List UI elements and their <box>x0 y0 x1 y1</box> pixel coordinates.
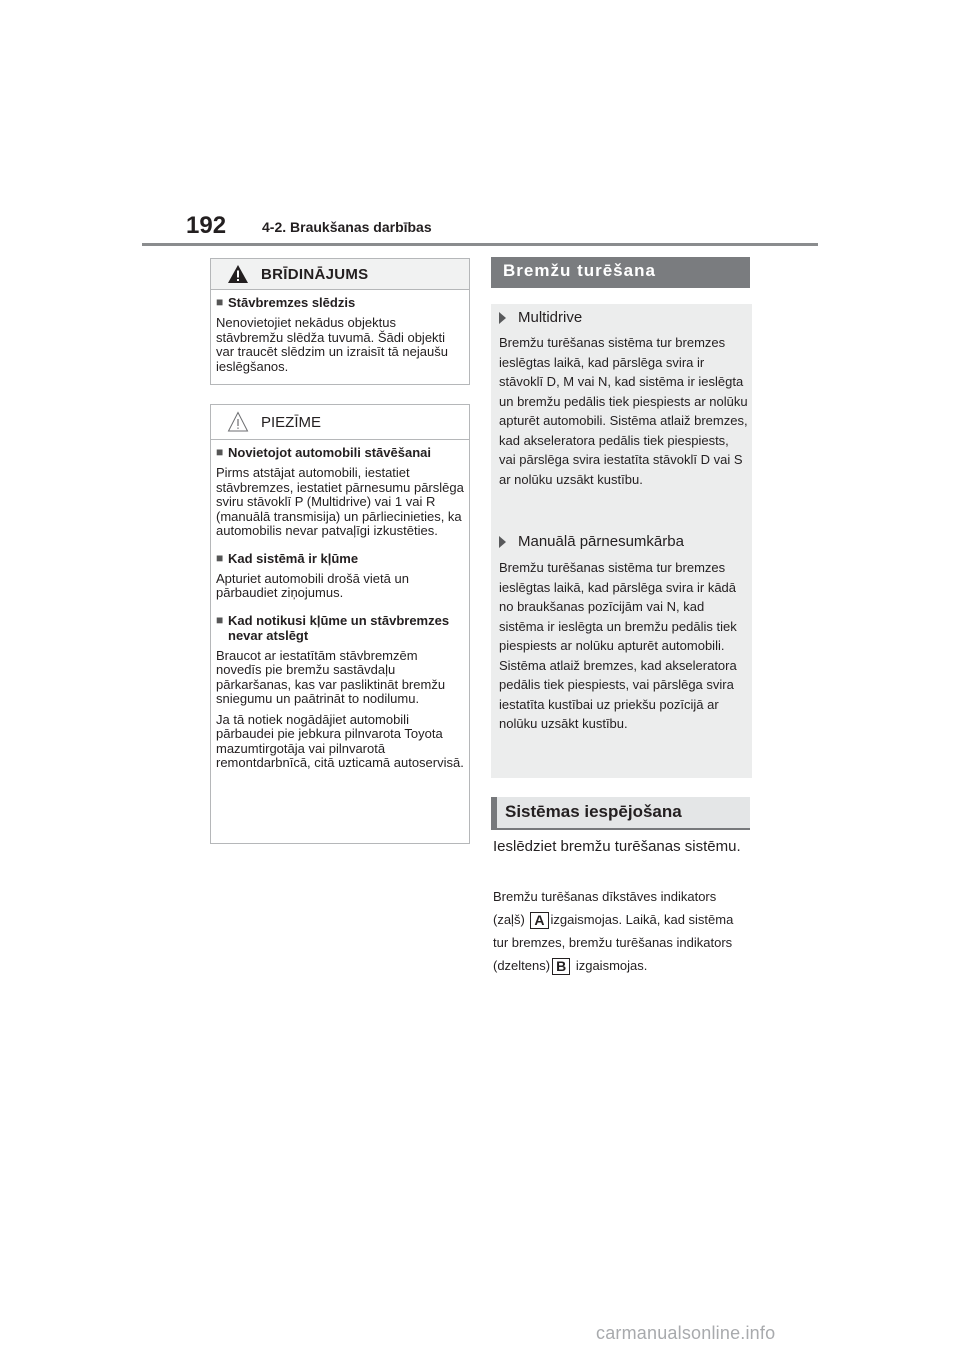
square-bullet-icon: ■ <box>216 612 224 627</box>
multidrive-heading-text: Multidrive <box>518 309 583 326</box>
system-enable-title: Sistēmas iespējošana <box>505 802 682 821</box>
warning-item-heading <box>216 295 464 310</box>
indicator-label-b: B <box>552 958 570 975</box>
indicator-label-a: A <box>530 912 548 929</box>
system-enable-text-2: izgaismojas. Laikā, kad sistēma tur bremzes, bremžu turēšanas indikators (dzeltens) <box>493 912 734 973</box>
square-bullet-icon: ■ <box>216 295 224 309</box>
system-enable-text-3: izgaismojas. <box>575 958 648 973</box>
notice-item-heading-text: Novietojot automobili stāvēšanai <box>228 445 431 460</box>
system-enable-text-1: Bremžu turēšanas dīkstāves indikators (zaļš) <box>493 889 717 927</box>
multidrive-text: Bremžu turēšanas sistēma tur bremzes ieslēgtas laikā, kad pārslēga svira ir stāvoklī D, M vai N, kad sistēma ir ieslēgta un bremžu pedālis tiek piespiests ar nolūku apturēt automobili. Sistēma atlaiž bremzes, kad akseleratora pedālis tiek piespiests, vai pārslēga svira iestatīta stāvoklī D vai S ar nolūku uzsākt kustību. <box>499 335 748 487</box>
warning-triangle-icon <box>227 264 249 284</box>
triangle-bullet-icon <box>499 536 506 548</box>
multidrive-heading <box>499 309 582 326</box>
system-enable-text <box>493 885 748 977</box>
header-divider <box>142 243 818 246</box>
notice-box-header <box>211 405 469 440</box>
notice-item-text-2: Ja tā notiek nogādājiet automobili pārbaudei pie jebkura pilnvarota Toyota mazumtirgotāja vai pilnvarotā remontdarbnīcā, citā uzticamā autoservisā. <box>216 711 464 770</box>
system-enable-lead: Ieslēdziet bremžu turēšanas sistēmu. <box>493 838 741 855</box>
section-title: 4-2. Braukšanas darbības <box>262 219 432 235</box>
notice-item-text: Braucot ar iestatītām stāvbremzēm novedīs pie bremžu sastāvdaļu pārkaršanas, kas var pasliktināt bremžu sniegumu un paātrināt to nodilumu. <box>216 647 446 706</box>
manual-transmission-text: Bremžu turēšanas sistēma tur bremzes ieslēgtas laikā, kad pārslēga svira ir kādā no braukšanas pozīcijām vai N, kad sistēma ir ieslēgta un bremžu pedālis tiek piespiests ar nolūku apturēt automobili. Sistēma atlaiž bremzes, kad akseleratora pedālis tiek piespiests, vai pārslēga svira iestatīta kustībai uz priekšu pozīcijā ar nolūku uzsākt kustību. <box>499 560 737 731</box>
warning-box <box>210 258 470 385</box>
warning-title: BRĪDINĀJUMS <box>261 266 369 283</box>
watermark: carmanualsonline.info <box>596 1323 776 1343</box>
notice-item-heading <box>216 551 464 566</box>
warning-item-text: Nenovietojiet nekādus objektus stāvbremžu slēdža tuvumā. Šādi objekti var traucēt slēdzim un izraisīt tā nejaušu ieslēgšanos. <box>216 315 448 374</box>
notice-box <box>210 404 470 844</box>
notice-item-heading <box>216 445 464 460</box>
notice-item-heading <box>216 613 464 643</box>
square-bullet-icon: ■ <box>216 550 224 565</box>
notice-item-text: Apturiet automobili drošā vietā un pārbaudiet ziņojumus. <box>216 570 409 600</box>
manual-transmission-heading-text: Manuālā pārnesumkārba <box>518 533 684 550</box>
page-number: 192 <box>186 212 227 239</box>
notice-title: PIEZĪME <box>261 414 322 431</box>
warning-box-header <box>211 259 469 290</box>
triangle-bullet-icon <box>499 312 506 324</box>
notice-item-heading-text: Kad sistēmā ir kļūme <box>228 550 359 566</box>
notice-item-text: Pirms atstājat automobili, iestatiet stāvbremzes, iestatiet pārnesumu pārslēga sviru stāvoklī P (Multidrive) vai 1 vai R (manuālā transmisija) un pārliecinieties, ka automobilis nevar patvaļīgi izkustēties. <box>216 465 464 538</box>
square-bullet-icon: ■ <box>216 445 224 459</box>
section-heading-brake-hold <box>491 257 750 288</box>
section-heading-system-enable <box>491 797 750 830</box>
brake-hold-title: Bremžu turēšana <box>503 261 656 280</box>
warning-item-heading-text: Stāvbremzes slēdzis <box>228 295 356 310</box>
manual-transmission-heading <box>499 533 684 550</box>
notice-triangle-icon <box>227 411 249 433</box>
notice-item-heading-text: Kad notikusi kļūme un stāvbremzes nevar atslēgt <box>228 612 450 643</box>
